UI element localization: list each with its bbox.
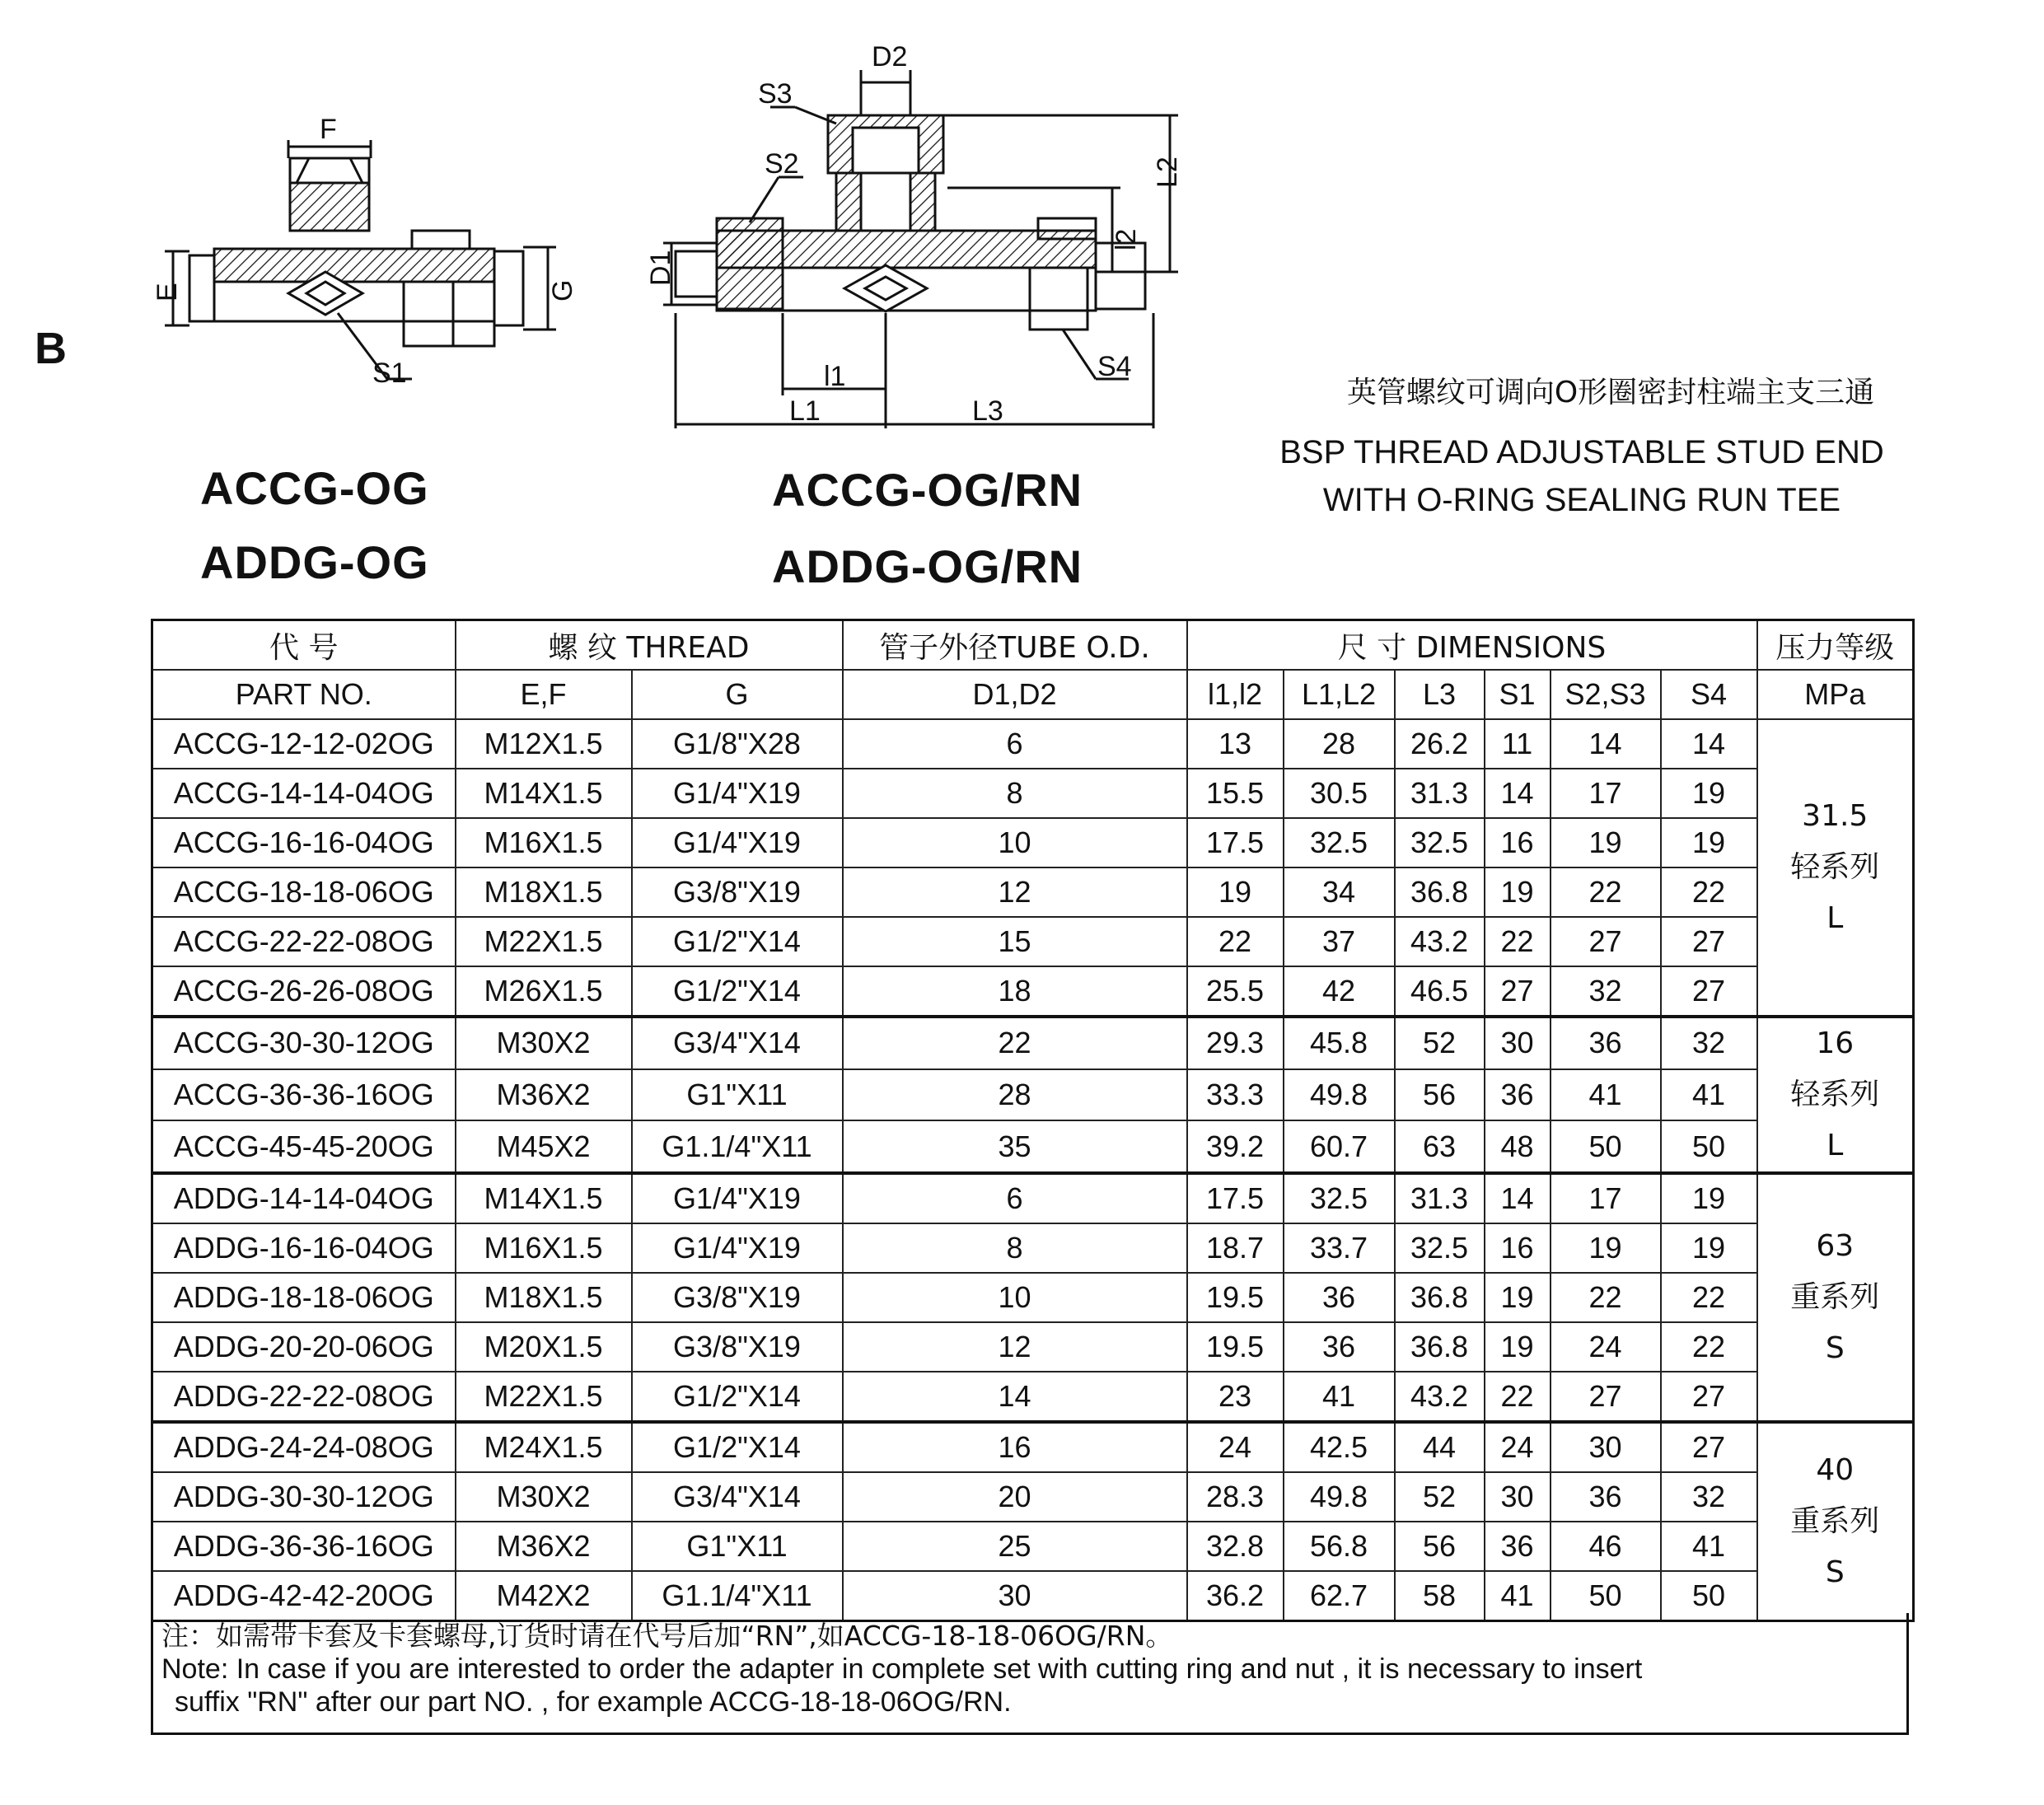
table-cell: 32.5: [1284, 818, 1395, 867]
table-cell: M42X2: [456, 1571, 632, 1621]
table-cell: 17: [1551, 769, 1661, 818]
table-row: [152, 1322, 1914, 1372]
header-l1l2-small: l1,l2: [1187, 670, 1284, 719]
table-cell: M30X2: [456, 1472, 632, 1522]
tee-fitting-drawing-left: [152, 107, 593, 404]
table-cell: 50: [1661, 1571, 1757, 1621]
table-cell: ADDG-24-24-08OG: [152, 1422, 456, 1472]
dim-label-d2: D2: [872, 41, 908, 72]
table-cell: G1"X11: [632, 1069, 843, 1121]
table-cell: 33.3: [1187, 1069, 1284, 1121]
table-header-row-1: [152, 620, 1914, 671]
table-cell: 49.8: [1284, 1069, 1395, 1121]
table-cell: M16X1.5: [456, 818, 632, 867]
header-g: G: [632, 670, 843, 719]
dim-label-g: G: [547, 279, 578, 302]
table-row: [152, 1472, 1914, 1522]
table-cell: 28: [1284, 719, 1395, 769]
table-cell: ADDG-42-42-20OG: [152, 1571, 456, 1621]
table-row: [152, 818, 1914, 867]
dim-label-d1: D1: [645, 250, 676, 286]
table-body: [152, 719, 1914, 1621]
pressure-class-line: 轻系列: [1790, 850, 1880, 884]
table-cell: 27: [1661, 1422, 1757, 1472]
table-cell: ADDG-14-14-04OG: [152, 1173, 456, 1223]
dim-label-l1-large: L1: [789, 395, 821, 427]
table-cell: 52: [1395, 1472, 1485, 1522]
table-cell: ADDG-30-30-12OG: [152, 1472, 456, 1522]
table-cell: 46: [1551, 1522, 1661, 1571]
table-cell: 28.3: [1187, 1472, 1284, 1522]
table-cell: 36.2: [1187, 1571, 1284, 1621]
table-cell: 20: [843, 1472, 1187, 1522]
pressure-class-line: L: [1827, 901, 1844, 935]
table-row: [152, 1522, 1914, 1571]
table-cell: M14X1.5: [456, 769, 632, 818]
table-cell: G1.1/4"X11: [632, 1571, 843, 1621]
header-tube-od: 管子外径TUBE O.D.: [843, 620, 1187, 671]
table-row: [152, 1120, 1914, 1173]
table-cell: 19.5: [1187, 1322, 1284, 1372]
table-cell: 14: [1661, 719, 1757, 769]
table-cell: M18X1.5: [456, 1273, 632, 1322]
table-cell: 14: [1485, 1173, 1551, 1223]
table-cell: 19: [1661, 1223, 1757, 1273]
table-cell: 12: [843, 1322, 1187, 1372]
table-cell: G1/2"X14: [632, 1422, 843, 1472]
table-cell: 31.3: [1395, 769, 1485, 818]
table-row: [152, 1273, 1914, 1322]
table-cell: 36: [1551, 1017, 1661, 1069]
table-cell: M36X2: [456, 1069, 632, 1121]
table-cell: 27: [1551, 917, 1661, 966]
table-cell: 27: [1661, 966, 1757, 1017]
header-s4: S4: [1661, 670, 1757, 719]
table-row: [152, 769, 1914, 818]
table-cell: ADDG-20-20-06OG: [152, 1322, 456, 1372]
header-s2s3: S2,S3: [1551, 670, 1661, 719]
table-cell: G1/4"X19: [632, 769, 843, 818]
table-cell: ACCG-16-16-04OG: [152, 818, 456, 867]
table-cell: 30: [1551, 1422, 1661, 1472]
pressure-class-line: 63: [1816, 1229, 1855, 1263]
header-part-cn: 代 号: [152, 620, 456, 671]
table-cell: 8: [843, 1223, 1187, 1273]
pressure-class-line: 轻系列: [1790, 1078, 1880, 1111]
table-cell: 27: [1661, 917, 1757, 966]
table-cell: 25: [843, 1522, 1187, 1571]
dim-label-l1-small: l1: [824, 361, 846, 392]
table-cell: 13: [1187, 719, 1284, 769]
table-cell: G3/8"X19: [632, 867, 843, 917]
table-cell: ACCG-14-14-04OG: [152, 769, 456, 818]
table-cell: 25.5: [1187, 966, 1284, 1017]
table-cell: 30: [1485, 1472, 1551, 1522]
table-cell: 27: [1551, 1372, 1661, 1422]
pressure-class-cell: [1757, 719, 1914, 1017]
table-cell: 32.5: [1284, 1173, 1395, 1223]
table-row: [152, 917, 1914, 966]
table-cell: 15: [843, 917, 1187, 966]
table-cell: 17: [1551, 1173, 1661, 1223]
table-cell: 30: [1485, 1017, 1551, 1069]
table-cell: 14: [1551, 719, 1661, 769]
table-cell: M20X1.5: [456, 1322, 632, 1372]
table-cell: 41: [1551, 1069, 1661, 1121]
table-cell: 50: [1551, 1120, 1661, 1173]
pressure-class-cell: [1757, 1173, 1914, 1422]
table-cell: G3/4"X14: [632, 1017, 843, 1069]
table-cell: 42: [1284, 966, 1395, 1017]
model-name-accg-og: ACCG-OG: [200, 462, 429, 514]
table-cell: 41: [1284, 1372, 1395, 1422]
table-cell: M24X1.5: [456, 1422, 632, 1472]
table-cell: 10: [843, 1273, 1187, 1322]
table-cell: 19: [1661, 818, 1757, 867]
table-cell: 32.5: [1395, 818, 1485, 867]
table-cell: 23: [1187, 1372, 1284, 1422]
table-cell: 56: [1395, 1069, 1485, 1121]
table-cell: M22X1.5: [456, 917, 632, 966]
header-dimensions: 尺 寸 DIMENSIONS: [1187, 620, 1757, 671]
header-pressure: 压力等级: [1757, 620, 1914, 671]
table-cell: 32.8: [1187, 1522, 1284, 1571]
table-cell: 30.5: [1284, 769, 1395, 818]
table-cell: G1.1/4"X11: [632, 1120, 843, 1173]
table-cell: 17.5: [1187, 818, 1284, 867]
table-cell: 17.5: [1187, 1173, 1284, 1223]
table-cell: 37: [1284, 917, 1395, 966]
header-s1: S1: [1485, 670, 1551, 719]
table-cell: G3/8"X19: [632, 1273, 843, 1322]
table-cell: 22: [1551, 867, 1661, 917]
table-cell: ADDG-36-36-16OG: [152, 1522, 456, 1571]
dim-label-l2-large: L2: [1152, 157, 1183, 188]
table-cell: 6: [843, 719, 1187, 769]
order-note: [151, 1613, 1909, 1735]
header-l3: L3: [1395, 670, 1485, 719]
table-cell: G1/2"X14: [632, 1372, 843, 1422]
table-row: [152, 1372, 1914, 1422]
table-cell: 60.7: [1284, 1120, 1395, 1173]
table-cell: 45.8: [1284, 1017, 1395, 1069]
table-cell: 36.8: [1395, 1273, 1485, 1322]
dim-label-l3: L3: [972, 395, 1003, 427]
table-cell: 22: [1187, 917, 1284, 966]
dim-label-s1: S1: [372, 358, 407, 389]
header-mpa: MPa: [1757, 670, 1914, 719]
table-cell: 19: [1661, 769, 1757, 818]
tee-fitting-drawing-right: [626, 33, 1203, 437]
table-cell: 12: [843, 867, 1187, 917]
table-cell: 15.5: [1187, 769, 1284, 818]
table-cell: 22: [1661, 1273, 1757, 1322]
table-row: [152, 1069, 1914, 1121]
table-cell: ACCG-26-26-08OG: [152, 966, 456, 1017]
table-cell: M14X1.5: [456, 1173, 632, 1223]
table-cell: 34: [1284, 867, 1395, 917]
table-cell: 19: [1485, 1273, 1551, 1322]
pressure-class-line: S: [1825, 1555, 1845, 1589]
title-english-line1: BSP THREAD ADJUSTABLE STUD END: [1279, 434, 1884, 470]
pressure-class-cell: [1757, 1017, 1914, 1173]
table-cell: 22: [1485, 917, 1551, 966]
pressure-class-line: 31.5: [1802, 799, 1869, 833]
table-cell: 58: [1395, 1571, 1485, 1621]
table-cell: 48: [1485, 1120, 1551, 1173]
pressure-class-line: 16: [1816, 1026, 1855, 1060]
model-name-addg-og-rn: ADDG-OG/RN: [772, 540, 1083, 592]
title-english: [1252, 428, 1911, 524]
table-cell: 32.5: [1395, 1223, 1485, 1273]
table-cell: 22: [843, 1017, 1187, 1069]
table-cell: 41: [1485, 1571, 1551, 1621]
table-cell: G1"X11: [632, 1522, 843, 1571]
title-chinese: 英管螺纹可调向O形圈密封柱端主支三通: [1346, 376, 1875, 409]
table-cell: ADDG-22-22-08OG: [152, 1372, 456, 1422]
table-cell: 36: [1551, 1472, 1661, 1522]
table-cell: ADDG-18-18-06OG: [152, 1273, 456, 1322]
table-cell: 14: [843, 1372, 1187, 1422]
table-cell: 16: [1485, 1223, 1551, 1273]
note-chinese: 注：如需带卡套及卡套螺母,订货时请在代号后加“RN”,如ACCG-18-18-06OG/RN。: [161, 1620, 1173, 1652]
table-cell: 43.2: [1395, 917, 1485, 966]
table-cell: G1/2"X14: [632, 966, 843, 1017]
table-cell: 16: [1485, 818, 1551, 867]
table-row: [152, 867, 1914, 917]
table-cell: 36.8: [1395, 867, 1485, 917]
table-cell: 28: [843, 1069, 1187, 1121]
table-cell: 43.2: [1395, 1372, 1485, 1422]
dim-label-f: F: [320, 114, 337, 145]
table-cell: ACCG-30-30-12OG: [152, 1017, 456, 1069]
note-english-line2: suffix "RN" after our part NO. , for example ACCG-18-18-06OG/RN.: [175, 1686, 1012, 1718]
table-cell: 8: [843, 769, 1187, 818]
table-cell: 62.7: [1284, 1571, 1395, 1621]
table-cell: 24: [1485, 1422, 1551, 1472]
table-row: [152, 719, 1914, 769]
table-cell: 30: [843, 1571, 1187, 1621]
pressure-class-line: S: [1825, 1331, 1845, 1365]
table-cell: 6: [843, 1173, 1187, 1223]
table-cell: 41: [1661, 1522, 1757, 1571]
table-cell: 63: [1395, 1120, 1485, 1173]
table-cell: M30X2: [456, 1017, 632, 1069]
table-cell: 11: [1485, 719, 1551, 769]
table-cell: G1/2"X14: [632, 917, 843, 966]
table-cell: M12X1.5: [456, 719, 632, 769]
header-thread: 螺 纹 THREAD: [456, 620, 843, 671]
table-cell: 19.5: [1187, 1273, 1284, 1322]
table-cell: 24: [1551, 1322, 1661, 1372]
table-cell: G1/4"X19: [632, 1223, 843, 1273]
table-cell: 19: [1485, 867, 1551, 917]
table-cell: ACCG-22-22-08OG: [152, 917, 456, 966]
table-cell: ACCG-45-45-20OG: [152, 1120, 456, 1173]
table-cell: M45X2: [456, 1120, 632, 1173]
table-cell: G3/4"X14: [632, 1472, 843, 1522]
dim-label-s2: S2: [765, 148, 799, 180]
table-row: [152, 1422, 1914, 1472]
section-letter: B: [35, 324, 67, 373]
table-cell: 22: [1551, 1273, 1661, 1322]
table-row: [152, 1173, 1914, 1223]
table-cell: 26.2: [1395, 719, 1485, 769]
table-cell: 36.8: [1395, 1322, 1485, 1372]
table-cell: 10: [843, 818, 1187, 867]
table-cell: 36: [1284, 1273, 1395, 1322]
table-cell: 16: [843, 1422, 1187, 1472]
table-cell: 46.5: [1395, 966, 1485, 1017]
table-cell: G1/4"X19: [632, 818, 843, 867]
table-cell: ACCG-36-36-16OG: [152, 1069, 456, 1121]
model-name-accg-og-rn: ACCG-OG/RN: [772, 464, 1083, 516]
table-cell: 52: [1395, 1017, 1485, 1069]
title-english-line2: WITH O-RING SEALING RUN TEE: [1322, 482, 1841, 518]
table-cell: 27: [1485, 966, 1551, 1017]
table-row: [152, 1223, 1914, 1273]
table-cell: M18X1.5: [456, 867, 632, 917]
table-cell: M16X1.5: [456, 1223, 632, 1273]
table-cell: G1/4"X19: [632, 1173, 843, 1223]
table-cell: 36: [1284, 1322, 1395, 1372]
table-cell: 19: [1661, 1173, 1757, 1223]
table-cell: 19: [1485, 1322, 1551, 1372]
table-cell: M22X1.5: [456, 1372, 632, 1422]
table-cell: 50: [1661, 1120, 1757, 1173]
table-cell: 50: [1551, 1571, 1661, 1621]
table-cell: 31.3: [1395, 1173, 1485, 1223]
table-cell: 19: [1187, 867, 1284, 917]
note-english-line1: Note: In case if you are interested to order the adapter in complete set with cutting ring and nut , it is necessary to insert: [161, 1653, 1643, 1685]
table-cell: 32: [1661, 1017, 1757, 1069]
table-cell: 22: [1661, 867, 1757, 917]
table-cell: 44: [1395, 1422, 1485, 1472]
table-cell: 35: [843, 1120, 1187, 1173]
table-cell: 32: [1551, 966, 1661, 1017]
table-cell: 41: [1661, 1069, 1757, 1121]
dim-label-l2-small: l2: [1111, 228, 1142, 250]
table-cell: 14: [1485, 769, 1551, 818]
header-part-no: PART NO.: [152, 670, 456, 719]
table-cell: 49.8: [1284, 1472, 1395, 1522]
pressure-class-line: 40: [1816, 1453, 1855, 1487]
table-row: [152, 966, 1914, 1017]
pressure-class-line: L: [1827, 1129, 1844, 1162]
table-cell: 56.8: [1284, 1522, 1395, 1571]
dim-label-s4: S4: [1097, 351, 1132, 382]
table-cell: ADDG-16-16-04OG: [152, 1223, 456, 1273]
header-d1d2: D1,D2: [843, 670, 1187, 719]
table-cell: 29.3: [1187, 1017, 1284, 1069]
table-cell: ACCG-18-18-06OG: [152, 867, 456, 917]
table-cell: 27: [1661, 1372, 1757, 1422]
table-header-row-2: [152, 670, 1914, 719]
table-cell: 22: [1485, 1372, 1551, 1422]
dim-label-e: E: [152, 283, 183, 302]
table-cell: ACCG-12-12-02OG: [152, 719, 456, 769]
table-cell: 24: [1187, 1422, 1284, 1472]
header-ef: E,F: [456, 670, 632, 719]
table-cell: 56: [1395, 1522, 1485, 1571]
table-cell: 18.7: [1187, 1223, 1284, 1273]
table-row: [152, 1017, 1914, 1069]
model-name-addg-og: ADDG-OG: [200, 536, 429, 588]
dimension-table: [151, 619, 1915, 1622]
table-cell: 22: [1661, 1322, 1757, 1372]
table-cell: G3/8"X19: [632, 1322, 843, 1372]
table-cell: 36: [1485, 1069, 1551, 1121]
table-cell: 32: [1661, 1472, 1757, 1522]
table-cell: M26X1.5: [456, 966, 632, 1017]
table-cell: 33.7: [1284, 1223, 1395, 1273]
table-cell: M36X2: [456, 1522, 632, 1571]
pressure-class-line: 重系列: [1790, 1280, 1880, 1314]
table-cell: 39.2: [1187, 1120, 1284, 1173]
table-cell: 19: [1551, 818, 1661, 867]
dim-label-s3: S3: [758, 78, 793, 110]
table-cell: 18: [843, 966, 1187, 1017]
header-l1l2-large: L1,L2: [1284, 670, 1395, 719]
pressure-class-cell: [1757, 1422, 1914, 1621]
table-cell: 19: [1551, 1223, 1661, 1273]
table-cell: G1/8"X28: [632, 719, 843, 769]
table-cell: 36: [1485, 1522, 1551, 1571]
table-cell: 42.5: [1284, 1422, 1395, 1472]
pressure-class-line: 重系列: [1790, 1504, 1880, 1538]
